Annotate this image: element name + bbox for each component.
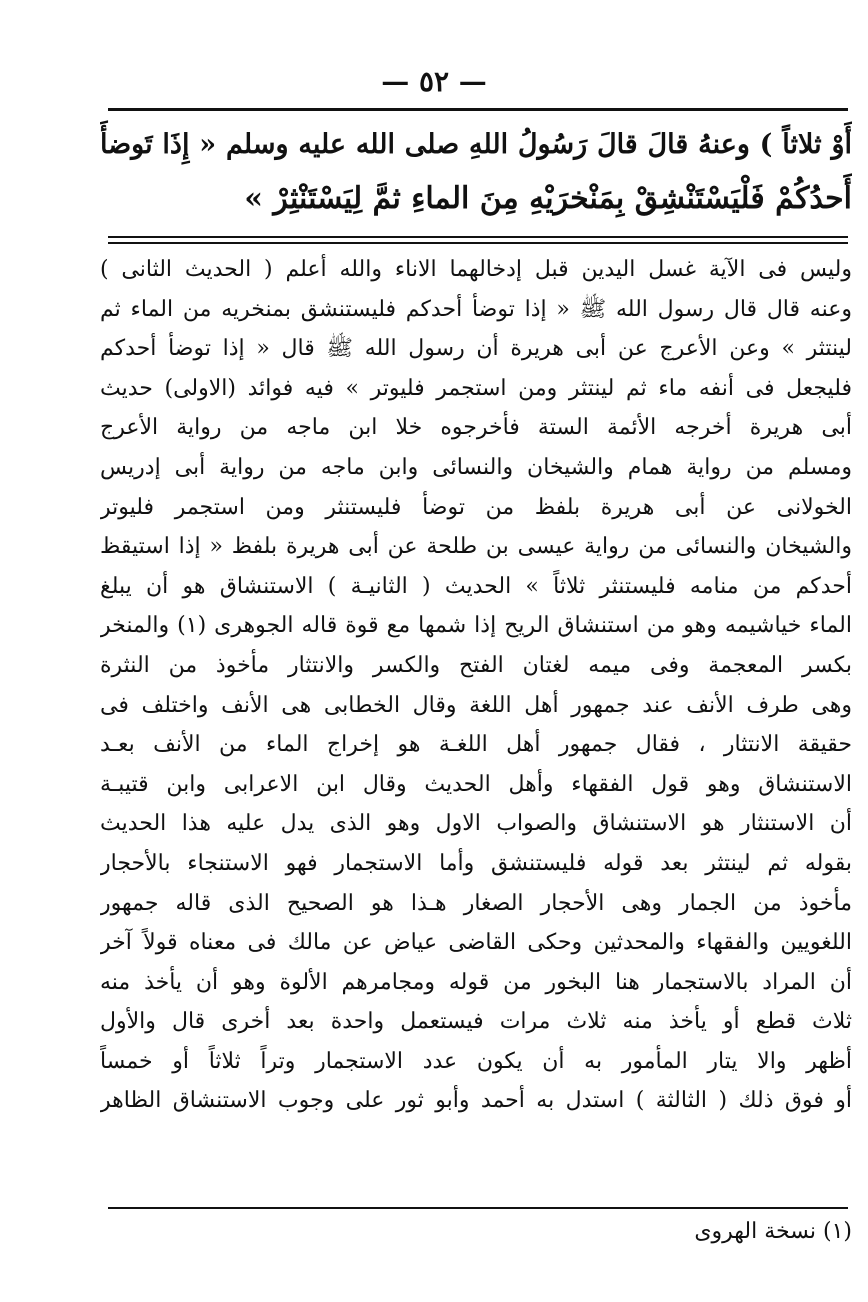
separator-rule <box>108 236 848 238</box>
commentary-line: وعنه قال قال رسول الله ﷺ « إذا توضأ أحدكم فليستنشق بمنخريه من الماء ثم <box>100 296 852 322</box>
commentary-line: أن الاستنثار هو الاستنشاق والصواب الاول وهو الذى يدل عليه هذا الحديث <box>100 811 852 837</box>
top-rule <box>108 108 848 111</box>
commentary-line: فليجعل فى أنفه ماء ثم لينتثر ومن استجمر فليوتر » فيه فوائد (الاولى) حديث <box>100 375 852 401</box>
hadith-line: أَوْ ثلاثاً ) وعنهُ قالَ قالَ رَسُولُ اللهِ صلى الله عليه وسلم « إِذَا تَوضأَ <box>100 129 852 160</box>
commentary-line: الماء خياشيمه وهو من استنشاق الريح إذا شمها مع قوة قاله الجوهرى (١) والمنخر <box>100 613 852 639</box>
commentary-line: حقيقة الانتثار ، فقال جمهور أهل اللغـة هو إخراج الماء من الأنف بعـد <box>100 732 852 758</box>
page-number: — ٥٢ — <box>381 65 487 98</box>
separator-rule <box>108 242 848 244</box>
commentary-line: أظهر والا يتار المأمور به أن يكون عدد الاستجمار وتراً ثلاثاً أو خمساً <box>100 1048 852 1074</box>
hadith-text <box>100 118 852 226</box>
commentary-line: بكسر المعجمة وفى ميمه لغتان الفتح والكسر والانتثار مأخوذ من النثرة <box>100 652 852 678</box>
commentary-line: الاستنشاق وهو قول الفقهاء وأهل الحديث وقال ابن الاعرابى وابن قتيبـة <box>100 771 852 797</box>
commentary-line: أن المراد بالاستجمار هنا البخور من قوله ومجامرهم الألوة وهو أن يأخذ منه <box>100 969 852 995</box>
commentary-line: اللغويين والفقهاء والمحدثين وحكى القاضى عياض عن مالك فى معناه قولاً آخر <box>100 930 852 956</box>
commentary-line: بقوله ثم لينتثر بعد قوله فليستنشق وأما الاستجمار فهو الاستنجاء بالأحجار <box>100 850 852 876</box>
commentary-line: ثلاث قطع أو يأخذ منه ثلاث مرات فيستعمل واحدة بعد أخرى قال والأول <box>100 1009 852 1035</box>
commentary-line: أحدكم من منامه فليستنثر ثلاثاً » الحديث ( الثانيـة ) الاستنشاق هو أن يبلغ <box>100 573 852 599</box>
commentary-line: وليس فى الآية غسل اليدين قبل إدخالهما الاناء والله أعلم ( الحديث الثانى ) <box>100 257 852 282</box>
footnote-rule <box>108 1207 848 1209</box>
commentary-line: أبى هريرة أخرجه الأئمة الستة فأخرجوه خلا ابن ماجه من رواية الأعرج <box>100 415 852 441</box>
footnote: (١) نسخة الهروى <box>694 1219 852 1244</box>
commentary-line: وهى طرف الأنف عند جمهور أهل اللغة وقال الخطابى هى الأنف واختلف فى <box>100 692 852 718</box>
commentary-line: أو فوق ذلك ( الثالثة ) استدل به أحمد وأبو ثور على وجوب الاستنشاق الظاهر <box>100 1088 852 1114</box>
commentary-line: والشيخان والنسائى من رواية عيسى بن طلحة عن أبى هريرة بلفظ « إذا استيقظ <box>100 534 852 560</box>
commentary-line: ومسلم من رواية همام والشيخان والنسائى وابن ماجه من رواية أبى إدريس <box>100 454 852 480</box>
commentary-text <box>100 250 852 1121</box>
commentary-line: لينتثر » وعن الأعرج عن أبى هريرة أن رسول الله ﷺ قال « إذا توضأ أحدكم <box>100 336 852 362</box>
hadith-line: أَحدُكُمْ فَلْيَسْتَنْشِقْ بِمَنْخرَيْهِ مِنَ الماءِ ثمَّ لِيَسْتَنْثِرْ » <box>244 181 852 216</box>
commentary-line: الخولانى عن أبى هريرة بلفظ من توضأ فليستنثر ومن استجمر فليوتر <box>100 494 852 520</box>
commentary-line: مأخوذ من الجمار وهى الأحجار الصغار هـذا هو الصحيح الذى قاله جمهور <box>100 890 852 916</box>
